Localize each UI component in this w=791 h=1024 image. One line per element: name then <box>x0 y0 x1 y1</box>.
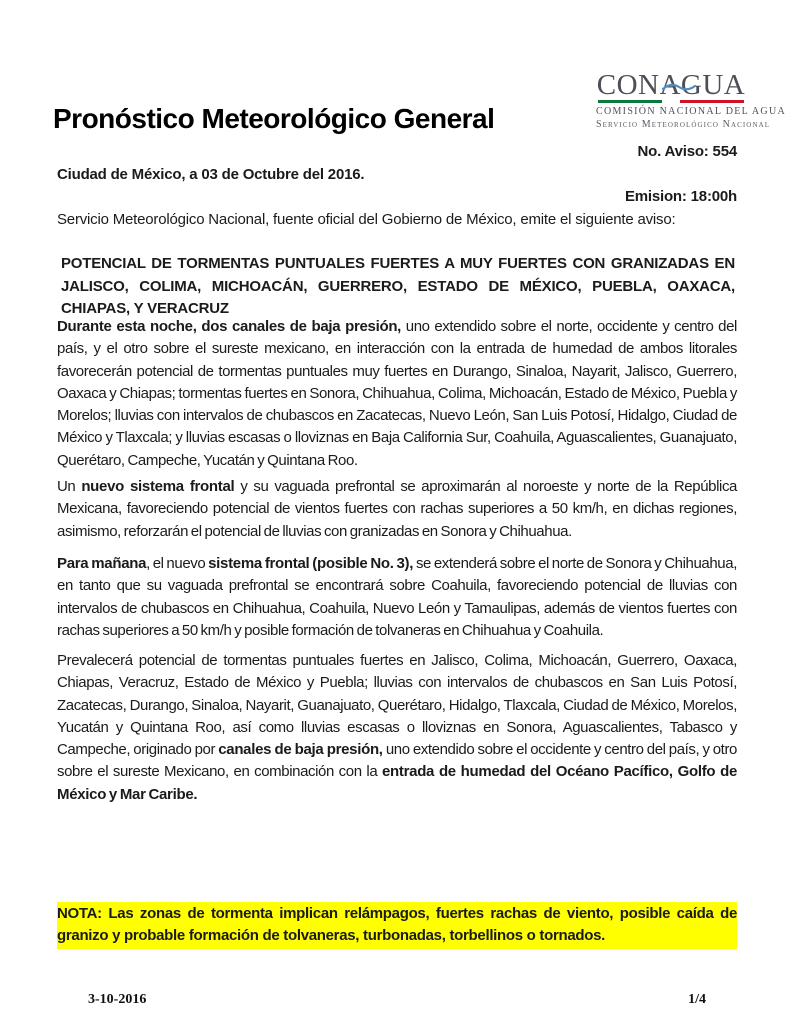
text-segment: uno extendido sobre el norte, occidente y centro del país, y el otro sobre el sureste mexicano, en interacción con la entrada de humedad de ambos litorales favorecerán potencial de tormentas puntuales muy fuertes en Durango, Sinaloa, Nayarit, Jalisco, Guerrero, Oaxaca y Chiapas; tormentas fuertes en Sonora, Chihuahua, Colima, Michoacán, Estado de México, Puebla y Morelos; lluvias con intervalos de chubascos en Zacatecas, Nuevo León, San Luis Potosí, Hidalgo, Ciudad de México y Tlaxcala; y lluvias escasas o lloviznas en Baja California Sur, Coahuila, Aguascalientes, Guanajuato, Querétaro, Campeche, Yucatán y Quintana Roo. <box>57 318 737 469</box>
logo-subtitle-comision: COMISIÓN NACIONAL DEL AGUA <box>596 106 786 117</box>
bold-segment: Para mañana <box>57 555 147 572</box>
logo-subtitle-smn: Servicio Meteorológico Nacional <box>596 119 771 130</box>
footer-page-number: 1/4 <box>688 992 706 1007</box>
footer-date: 3-10-2016 <box>88 992 147 1007</box>
bold-segment: Durante esta noche, dos canales de baja presión, <box>57 318 402 335</box>
paragraph-frontal-system <box>57 476 737 543</box>
nota-warning-highlight: NOTA: Las zonas de tormenta implican relámpagos, fuertes rachas de viento, posible caída de granizo y probable formación de tolvaneras, turbonadas, torbellinos o tornados. <box>57 902 737 949</box>
text-segment: se extenderá sobre el norte de Sonora y Chihuahua, en tanto que su vaguada prefrontal se encontrará sobre Coahuila, favoreciendo potencial de lluvias con intervalos de chubascos en Chihuahua, Coahuila, Nuevo León y Tamaulipas, además de vientos fuertes con rachas superiores a 50 km/h y posible formación de tolvaneras en Chihuahua y Coahuila. <box>57 555 737 639</box>
bold-segment: canales de baja presión, <box>218 741 383 759</box>
intro-line: Servicio Meteorológico Nacional, fuente oficial del Gobierno de México, emite el siguiente aviso: <box>57 210 676 228</box>
dateline: Ciudad de México, a 03 de Octubre del 2016. <box>57 165 365 183</box>
alert-headline: POTENCIAL DE TORMENTAS PUNTUALES FUERTES A MUY FUERTES CON GRANIZADAS EN JALISCO, COLIMA, MICHOACÁN, GUERRERO, ESTADO DE MÉXICO, PUEBLA, OAXACA, CHIAPAS, Y VERACRUZ <box>61 255 735 317</box>
text-segment: , el nuevo <box>146 555 209 572</box>
text-segment: Un <box>57 478 82 495</box>
text-segment: Prevalecerá potencial de tormentas puntuales fuertes en Jalisco, Colima, Michoacán, Guerrero, Oaxaca, Chiapas, Veracruz, Estado de México y Puebla; lluvias con intervalos de chubascos en San Luis Potosí, Zacatecas, Durango, Sinaloa, Nayarit, Guanajuato, Querétaro, Hidalgo, Tlaxcala, Ciudad de México, Morelos, Yucatán y Quintana Roo, así como lluvias escasas o lloviznas en Sonora, Aguascalientes, Tabasco y Campeche, originado por <box>57 652 737 759</box>
bold-segment: entrada de humedad del Océano Pacífico, Golfo de México y Mar Caribe. <box>57 763 737 803</box>
page-title: Pronóstico Meteorológico General <box>53 102 495 134</box>
paragraph-prevailing <box>57 650 737 806</box>
aviso-number: No. Aviso: 554 <box>637 143 737 160</box>
text-segment: uno extendido sobre el occidente y centro del país, y otro sobre el sureste Mexicano, en combinación con la <box>57 741 737 781</box>
bold-segment: sistema frontal (posible No. 3), <box>208 555 414 572</box>
emission-time: Emision: 18:00h <box>624 188 737 206</box>
meta-block <box>57 141 737 231</box>
text-segment: y su vaguada prefrontal se aproximarán al noroeste y norte de la República Mexicana, favoreciendo potencial de vientos fuertes con rachas superiores a 50 km/h, en dichas regiones, asimismo, reforzarán el potencial de lluvias con granizadas en Sonora y Chihuahua. <box>57 478 737 540</box>
conagua-logo <box>596 69 786 130</box>
bold-segment: nuevo sistema frontal <box>81 478 235 495</box>
paragraph-tomorrow <box>57 553 737 642</box>
conagua-wordmark-text: CONAGUA <box>596 69 746 101</box>
paragraph-tonight <box>57 316 737 472</box>
conagua-wordmark <box>596 69 746 101</box>
